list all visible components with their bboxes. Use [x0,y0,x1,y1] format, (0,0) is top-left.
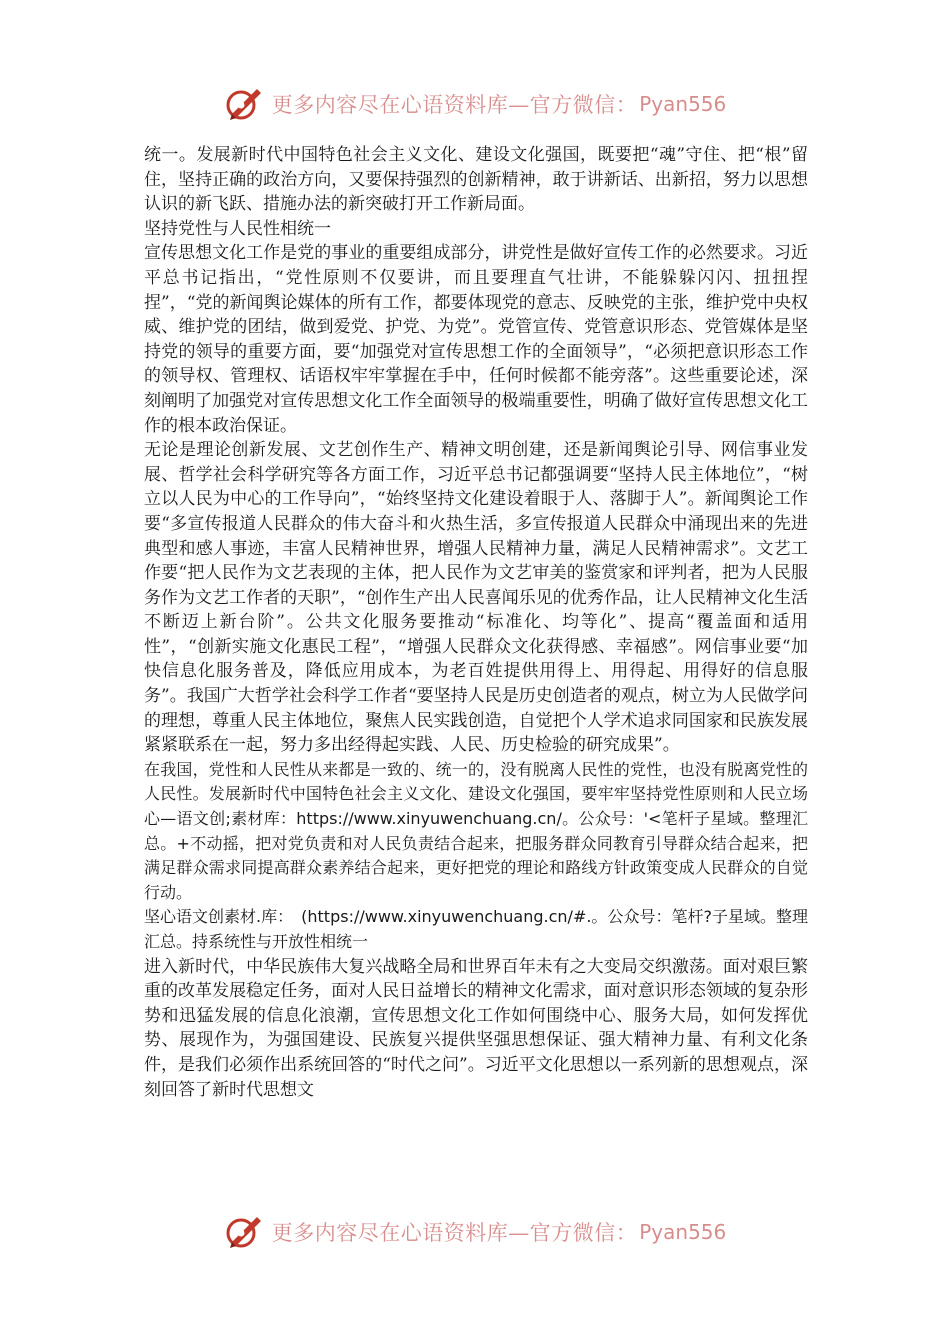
banner-text: 更多内容尽在心语资料库—官方微信： [271,1221,638,1245]
paragraph: 宣传思想文化工作是党的事业的重要组成部分，讲党性是做好宣传工作的必然要求。习近平总书记指出，“党性原则不仅要讲，而且要理直气壮讲，不能躲躲闪闪、扭扭捏捏”，“党的新闻舆论媒体的所有工作，都要体现党的意志、反映党的主张，维护党中央权威、维护党的团结，做到爱党、护党、为党”。党管宣传、党管意识形态、党管媒体是坚持党的领导的重要方面，要“加强党对宣传思想工作的全面领导”，“必须把意识形态工作的领导权、管理权、话语权牢牢掌握在手中，任何时候都不能旁落”。这些重要论述，深刻阐明了加强党对宣传思想文化工作全面领导的极端重要性，明确了做好宣传思想文化工作的根本政治保证。 [144,243,808,436]
document-body [144,143,808,1102]
paragraph: 无论是理论创新发展、文艺创作生产、精神文明创建，还是新闻舆论引导、网信事业发展、哲学社会科学研究等各方面工作，习近平总书记都强调要“坚持人民主体地位”，“树立以人民为中心的工作导向”，“始终坚持文化建设着眼于人、落脚于人”。新闻舆论工作要“多宣传报道人民群众的伟大奋斗和火热生活，多宣传报道人民群众中涌现出来的先进典型和感人事迹，丰富人民精神世界，增强人民精神力量，满足人民精神需求”。文艺工作要“把人民作为文艺表现的主体，把人民作为文艺审美的鉴赏家和评判者，把为人民服务作为文艺工作者的天职”，“创作生产出人民喜闻乐见的优秀作品，让人民精神文化生活不断迈上新台阶”。公共文化服务要推动“标准化、均等化”、提高“覆盖面和适用性”，“创新实施文化惠民工程”，“增强人民群众文化获得感、幸福感”。网信事业要“加快信息化服务普及，降低应用成本，为老百姓提供用得上、用得起、用得好的信息服务”。我国广大哲学社会科学工作者“要坚持人民是历史创造者的观点，树立为人民做学问的理想，尊重人民主体地位，聚焦人民实践创造，自觉把个人学术追求同国家和民族发展紧紧联系在一起，努力多出经得起实践、人民、历史检验的研究成果”。 [144,440,808,756]
section-heading: 坚持党性与人民性相统一 [144,218,331,239]
pen-logo-icon [224,84,266,124]
banner-text: 更多内容尽在心语资料库—官方微信： [271,93,638,117]
section-heading: 坚心语文创素材.库： (https://www.xinyuwenchuang.cn/#.。公众号：笔杆?子星域。整理汇总。持系统性与开放性相统一 [144,907,808,951]
paragraph: 进入新时代，中华民族伟大复兴战略全局和世界百年未有之大变局交织激荡。面对艰巨繁重的改革发展稳定任务，面对人民日益增长的精神文化需求，面对意识形态领域的复杂形势和迅猛发展的信息化浪潮，宣传思想文化工作如何围绕中心、服务大局，如何发挥优势、展现作为，为强国建设、民族复兴提供坚强思想保证、强大精神力量、有利文化条件，是我们必须作出系统回答的“时代之问”。习近平文化思想以一系列新的思想观点，深刻回答了新时代思想文 [144,956,808,1100]
header-watermark-banner [0,82,950,126]
footer-watermark-banner [0,1210,950,1254]
banner-wechat-id: Pyan556 [639,1220,727,1244]
pen-logo-icon [224,1212,266,1252]
paragraph: 在我国，党性和人民性从来都是一致的、统一的，没有脱离人民性的党性，也没有脱离党性的人民性。发展新时代中国特色社会主义文化、建设文化强国，要牢牢坚持党性原则和人民立场心—语文创;素材库：https://www.xinyuwenchuang.cn/。公众号：'<笔杆子星域。整理汇总。+不动摇，把对党负责和对人民负责结合起来，把服务群众同教育引导群众结合起来，把满足群众需求同提高群众素养结合起来，更好把党的理论和路线方针政策变成人民群众的自觉行动。 [144,759,808,902]
banner-wechat-id: Pyan556 [639,92,727,116]
paragraph: 统一。发展新时代中国特色社会主义文化、建设文化强国，既要把“魂”守住、把“根”留住，坚持正确的政治方向，又要保持强烈的创新精神，敢于讲新话、出新招，努力以思想认识的新飞跃、措施办法的新突破打开工作新局面。 [144,145,808,215]
